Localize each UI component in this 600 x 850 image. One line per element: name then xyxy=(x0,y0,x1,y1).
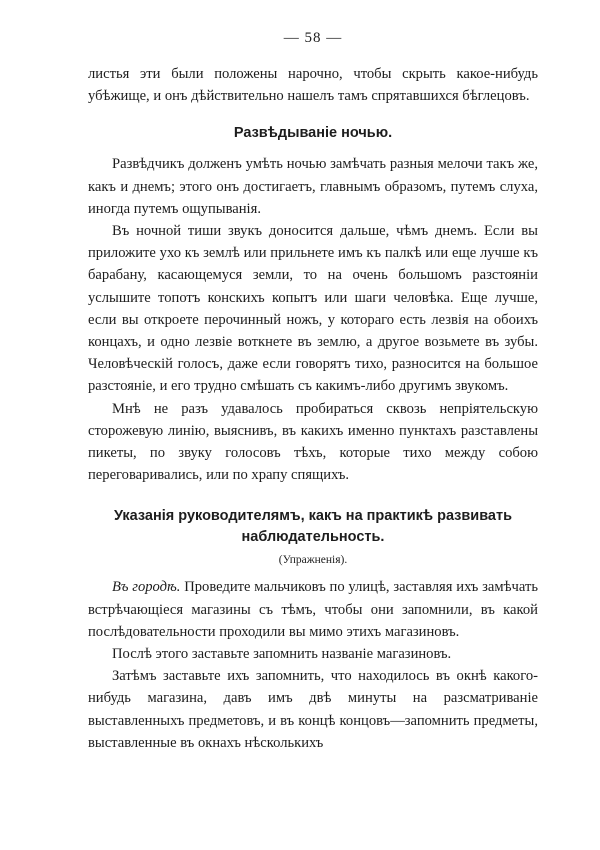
paragraph: Въ ночной тиши звукъ доносится дальше, чѣмъ днемъ. Если вы приложите ухо къ землѣ или прильнете имъ къ палкѣ или еще лучше къ барабану, касающемуся земли, то на очень большомъ разстояніи услышите топотъ конскихъ копытъ или шаги человѣка. Еще лучше, если вы откроете перочинный ножъ, у котораго есть лезвія на обоихъ концахъ, и одно лезвіе воткнете въ землю, а другое возьмете въ зубы. Человѣческій голосъ, даже если говорятъ тихо, разносится на большое разстояніе, и его трудно смѣшать съ какимъ-либо другимъ звукомъ. xyxy=(88,223,538,395)
paragraph: Послѣ этого заставьте запомнить названіе магазиновъ. xyxy=(112,646,452,663)
in-town-lead: Въ городѣ. xyxy=(112,579,181,596)
paragraph: Затѣмъ заставьте ихъ запомнить, что находилось въ окнѣ какого-нибудь магазина, давъ имъ двѣ минуты на разсматриваніе выставленныхъ предметовъ, и въ концѣ концовъ—запомнить предметы, выставленные въ окнахъ нѣсколькихъ xyxy=(88,668,538,751)
in-town-text: Проведите мальчиковъ по улицѣ, заставляя ихъ замѣчать встрѣчающіеся магазины съ тѣмъ, чтобы они запомнили, въ какой послѣдовательности проходили вы мимо этихъ магазиновъ. xyxy=(88,579,539,640)
page-number: — 58 — xyxy=(283,30,343,46)
paragraph-in-town xyxy=(88,576,538,643)
paragraph: Мнѣ не разъ удавалось пробираться сквозь непріятельскую сторожевую линію, выяснивъ, въ какихъ именно пунктахъ разставлены пикеты, по звуку голосовъ тѣхъ, которые тихо между собою переговаривались, или по храпу спящихъ. xyxy=(88,400,538,484)
section-heading-instructions: Указанія руководителямъ, какъ на практикѣ развивать наблюдательность. xyxy=(113,508,513,546)
section-heading-night-scouting: Развѣдываніе ночью. xyxy=(233,125,393,142)
intro-paragraph: листья эти были положены нарочно, чтобы скрыть какое-нибудь убѣжище, и онъ дѣйствительно нашелъ тамъ спрятавшихся бѣглецовъ. xyxy=(88,66,538,105)
paragraph: Развѣдчикъ долженъ умѣть ночью замѣчать разныя мелочи такъ же, какъ и днемъ; этого онъ достигаетъ, главнымъ образомъ, путемъ слуха, иногда путемъ ощупыванія. xyxy=(88,156,538,217)
section-subheading-exercises: (Упражненія). xyxy=(278,554,348,567)
